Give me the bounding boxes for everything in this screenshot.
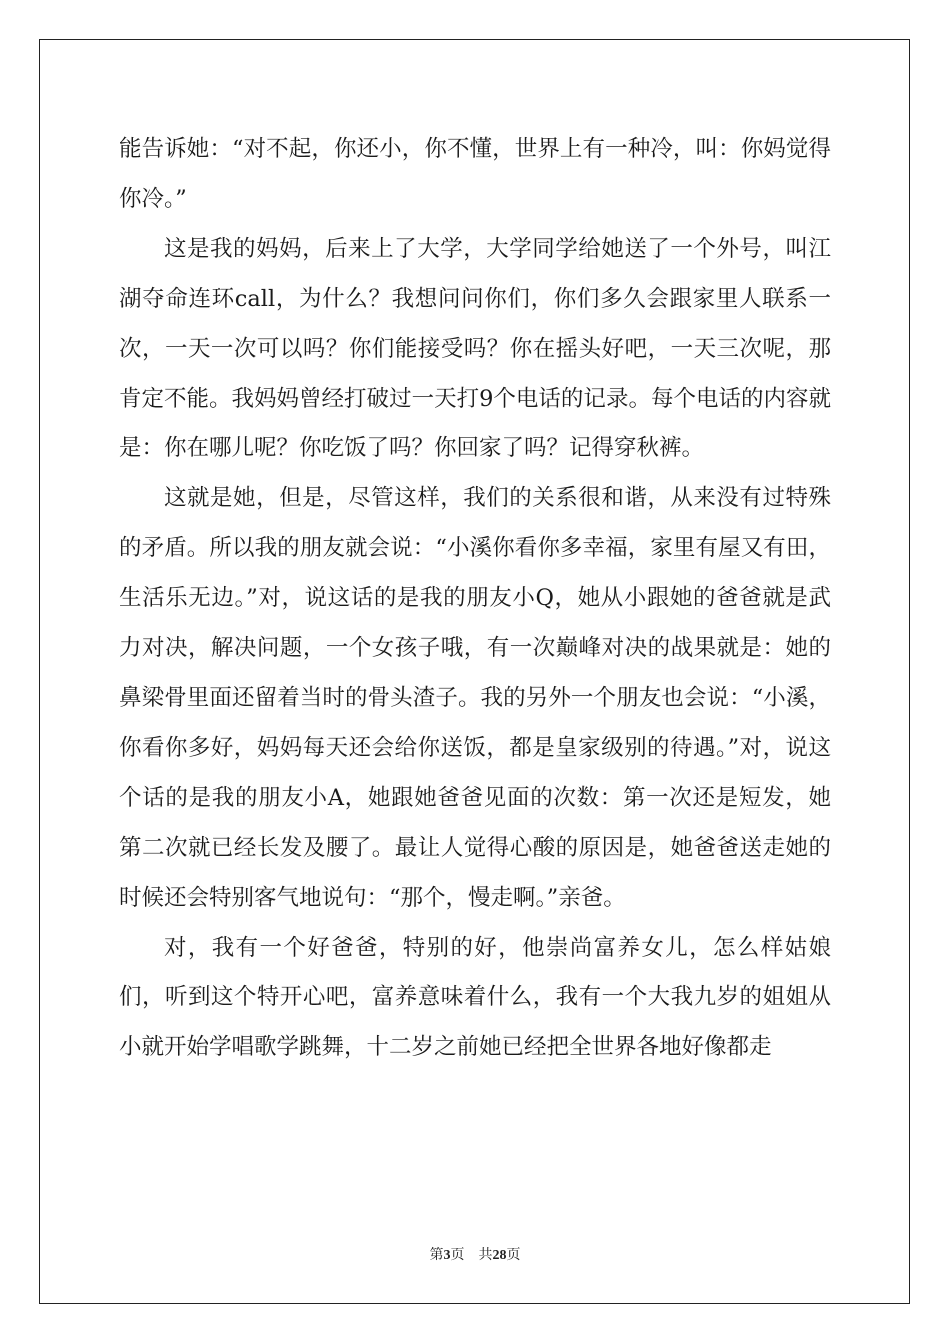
paragraph: 这是我的妈妈，后来上了大学，大学同学给她送了一个外号，叫江湖夺命连环call，为什么？我想问问你们，你们多久会跟家里人联系一次，一天一次可以吗？你们能接受吗？你在摇头好吧，一天三次呢，那肯定不能。我妈妈曾经打破过一天打9个电话的记录。每个电话的内容就是：你在哪儿呢？你吃饭了吗？你回家了吗？记得穿秋裤。	[119, 235, 831, 462]
paragraph: 对，我有一个好爸爸，特别的好，他崇尚富养女儿，怎么样姑娘们，听到这个特开心吧，富养意味着什么，我有一个大我九岁的姐姐从小就开始学唱歌学跳舞，十二岁之前她已经把全世界各地好像都走	[119, 934, 831, 1061]
total-suffix: 页	[506, 1248, 521, 1263]
paragraph: 能告诉她：“对不起，你还小，你不懂，世界上有一种冷，叫：你妈觉得你冷。”	[119, 136, 831, 212]
page-prefix: 第	[429, 1248, 444, 1263]
page-number: 3	[443, 1248, 451, 1263]
page-footer	[0, 1244, 950, 1264]
paragraph: 这就是她，但是，尽管这样，我们的关系很和谐，从来没有过特殊的矛盾。所以我的朋友就会说：“小溪你看你多幸福，家里有屋又有田，生活乐无边。”对，说这话的是我的朋友小Q，她从小跟她的爸爸就是武力对决，解决问题，一个女孩子哦，有一次巅峰对决的战果就是：她的鼻梁骨里面还留着当时的骨头渣子。我的另外一个朋友也会说：“小溪，你看你多好，妈妈每天还会给你送饭，都是皇家级别的待遇。”对，说这个话的是我的朋友小A，她跟她爸爸见面的次数：第一次还是短发，她第二次就已经长发及腰了。最让人觉得心酸的原因是，她爸爸送走她的时候还会特别客气地说句：“那个，慢走啊。”亲爸。	[119, 485, 831, 911]
page-suffix: 页	[450, 1248, 465, 1263]
document-body	[119, 125, 831, 1073]
total-prefix: 共	[478, 1248, 493, 1263]
total-pages: 28	[492, 1248, 507, 1263]
